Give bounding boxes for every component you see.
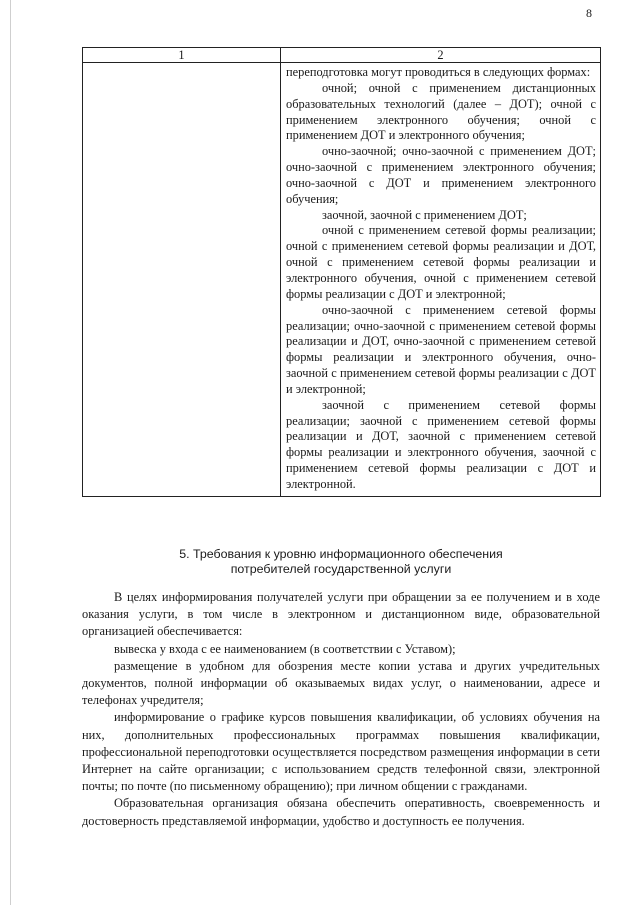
table-cell-paragraph: очной с применением сетевой формы реализации; очной с применением сетевой формы реализации и ДОТ, очной с применением сетевой формы реализации и электронного обучения, очной с применением сетевой формы реализации с ДОТ и электронной;: [286, 223, 596, 301]
table-cell-paragraph: переподготовка могут проводиться в следующих формах:: [286, 65, 591, 79]
section-heading-line-1: 5. Требования к уровню информационного обеспечения: [179, 547, 503, 561]
table-cell-col2: [281, 63, 601, 497]
continuation-table: [82, 47, 601, 497]
body-paragraph: размещение в удобном для обозрения месте копии устава и других учредительных документов, полной информации об оказываемых видах услуг, о наименовании, адресе и телефонах учредителя;: [82, 658, 600, 708]
section-heading-line-2: потребителей государственной услуги: [230, 562, 452, 576]
scan-edge-line: [10, 0, 11, 905]
table-cell-paragraph: очно-заочной с применением сетевой формы реализации; очно-заочной с применением сетевой формы реализации и ДОТ, очно-заочной с применением сетевой формы реализации и электронного обучения, очно-заочной с применением сетевой формы реализации с ДОТ и электронной;: [286, 302, 596, 396]
table-cell-paragraph: заочной, заочной с применением ДОТ;: [322, 207, 527, 222]
page-number: 8: [586, 6, 592, 20]
section-heading: [82, 547, 600, 577]
table-cell-col1: [83, 63, 281, 497]
table-cell-paragraph: очной; очной с применением дистанционных образовательных технологий (далее – ДОТ); очной с применением электронного обучения; очной с применением ДОТ и электронного обучения;: [286, 80, 596, 143]
table-header-row: [83, 48, 601, 63]
table-cell-paragraph: очно-заочной; очно-заочной с применением ДОТ; очно-заочной с применением электронного обучения; очно-заочной с ДОТ и применением электронного обучения;: [286, 144, 596, 206]
body-paragraph: В целях информирования получателей услуги при обращении за ее получением и в ходе оказания услуги, в том числе в электронном и дистанционном виде, образовательной организацией обеспечивается:: [82, 590, 600, 639]
column-header-1: 1: [83, 48, 281, 63]
section-body: [82, 589, 600, 830]
table-cell-paragraph: заочной с применением сетевой формы реализации; заочной с применением сетевой формы реализации и ДОТ, заочной с применением сетевой формы реализации и электронного обучения, заочной с применением сетевой формы реализации с ДОТ и электронной.: [286, 397, 596, 491]
body-paragraph: Образовательная организация обязана обеспечить оперативность, своевременность и достоверность представляемой информации, удобство и доступность ее получения.: [82, 796, 600, 828]
body-paragraph: информирование о графике курсов повышения квалификации, об условиях обучения на них, дополнительных профессиональных программах повышения квалификации, профессиональной переподготовки осуществляется посредством размещения информации в сети Интернет на сайте организации; с использованием средств телефонной связи, электронной почты; по почте (по письменному обращению); при личном общении с гражданами.: [82, 710, 600, 794]
body-paragraph: вывеска у входа с ее наименованием (в соответствии с Уставом);: [114, 641, 456, 656]
column-header-2: 2: [281, 48, 601, 63]
table-row: [83, 63, 601, 497]
